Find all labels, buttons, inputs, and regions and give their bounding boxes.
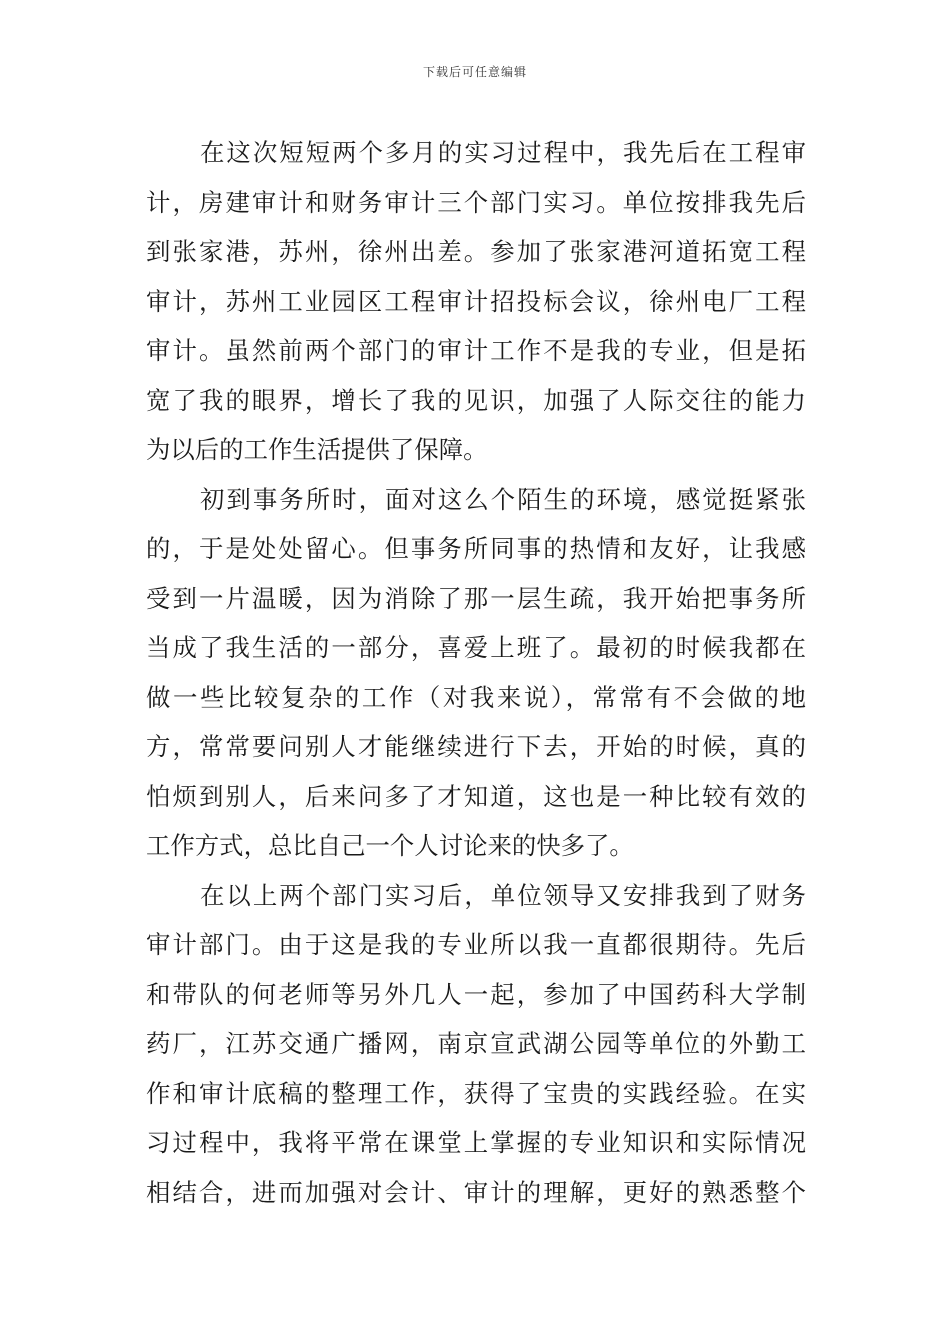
- paragraph: [146, 128, 806, 475]
- text-line: 受到一片温暖，因为消除了那一层生疏，我开始把事务所: [146, 583, 806, 613]
- text-line: 的，于是处处留心。但事务所同事的热情和友好，让我感: [146, 534, 806, 563]
- text-line: 审计部门。由于这是我的专业所以我一直都很期待。先后: [146, 930, 806, 959]
- text-line: 药厂，江苏交通广播网，南京宣武湖公园等单位的外勤工: [146, 1029, 806, 1058]
- text-line: 做一些比较复杂的工作（对我来说），常常有不会做的地: [146, 682, 806, 712]
- text-line: 相结合，进而加强对会计、审计的理解，更好的熟悉整个: [146, 1177, 806, 1207]
- text-line: 为以后的工作生活提供了保障。: [146, 435, 488, 464]
- paragraph: [146, 871, 806, 1218]
- text-line: 审计。虽然前两个部门的审计工作不是我的专业，但是拓: [146, 336, 806, 365]
- text-line: 工作方式，总比自己一个人讨论来的快多了。: [146, 831, 634, 860]
- text-line: 习过程中，我将平常在课堂上掌握的专业知识和实际情况: [146, 1128, 806, 1157]
- text-line: 计，房建审计和财务审计三个部门实习。单位按排我先后: [146, 187, 806, 217]
- text-line: 宽了我的眼界，增长了我的见识，加强了人际交往的能力: [146, 385, 806, 415]
- text-line: 初到事务所时，面对这么个陌生的环境，感觉挺紧张: [200, 484, 806, 514]
- text-line: 到张家港，苏州，徐州出差。参加了张家港河道拓宽工程: [146, 237, 806, 266]
- text-line: 在以上两个部门实习后，单位领导又安排我到了财务: [200, 880, 806, 910]
- text-line: 怕烦到别人，后来问多了才知道，这也是一种比较有效的: [146, 781, 806, 811]
- page-header-note: 下载后可任意编辑: [422, 65, 527, 79]
- text-line: 在这次短短两个多月的实习过程中，我先后在工程审: [200, 138, 806, 167]
- document-body: [146, 128, 806, 1217]
- paragraph: [146, 475, 806, 871]
- text-line: 和带队的何老师等另外几人一起，参加了中国药科大学制: [146, 979, 806, 1009]
- text-line: 审计，苏州工业园区工程审计招投标会议，徐州电厂工程: [146, 286, 806, 316]
- text-line: 方，常常要问别人才能继续进行下去，开始的时候，真的: [146, 732, 806, 761]
- text-line: 作和审计底稿的整理工作，获得了宝贵的实践经验。在实: [146, 1078, 806, 1108]
- text-line: 当成了我生活的一部分，喜爱上班了。最初的时候我都在: [146, 633, 806, 662]
